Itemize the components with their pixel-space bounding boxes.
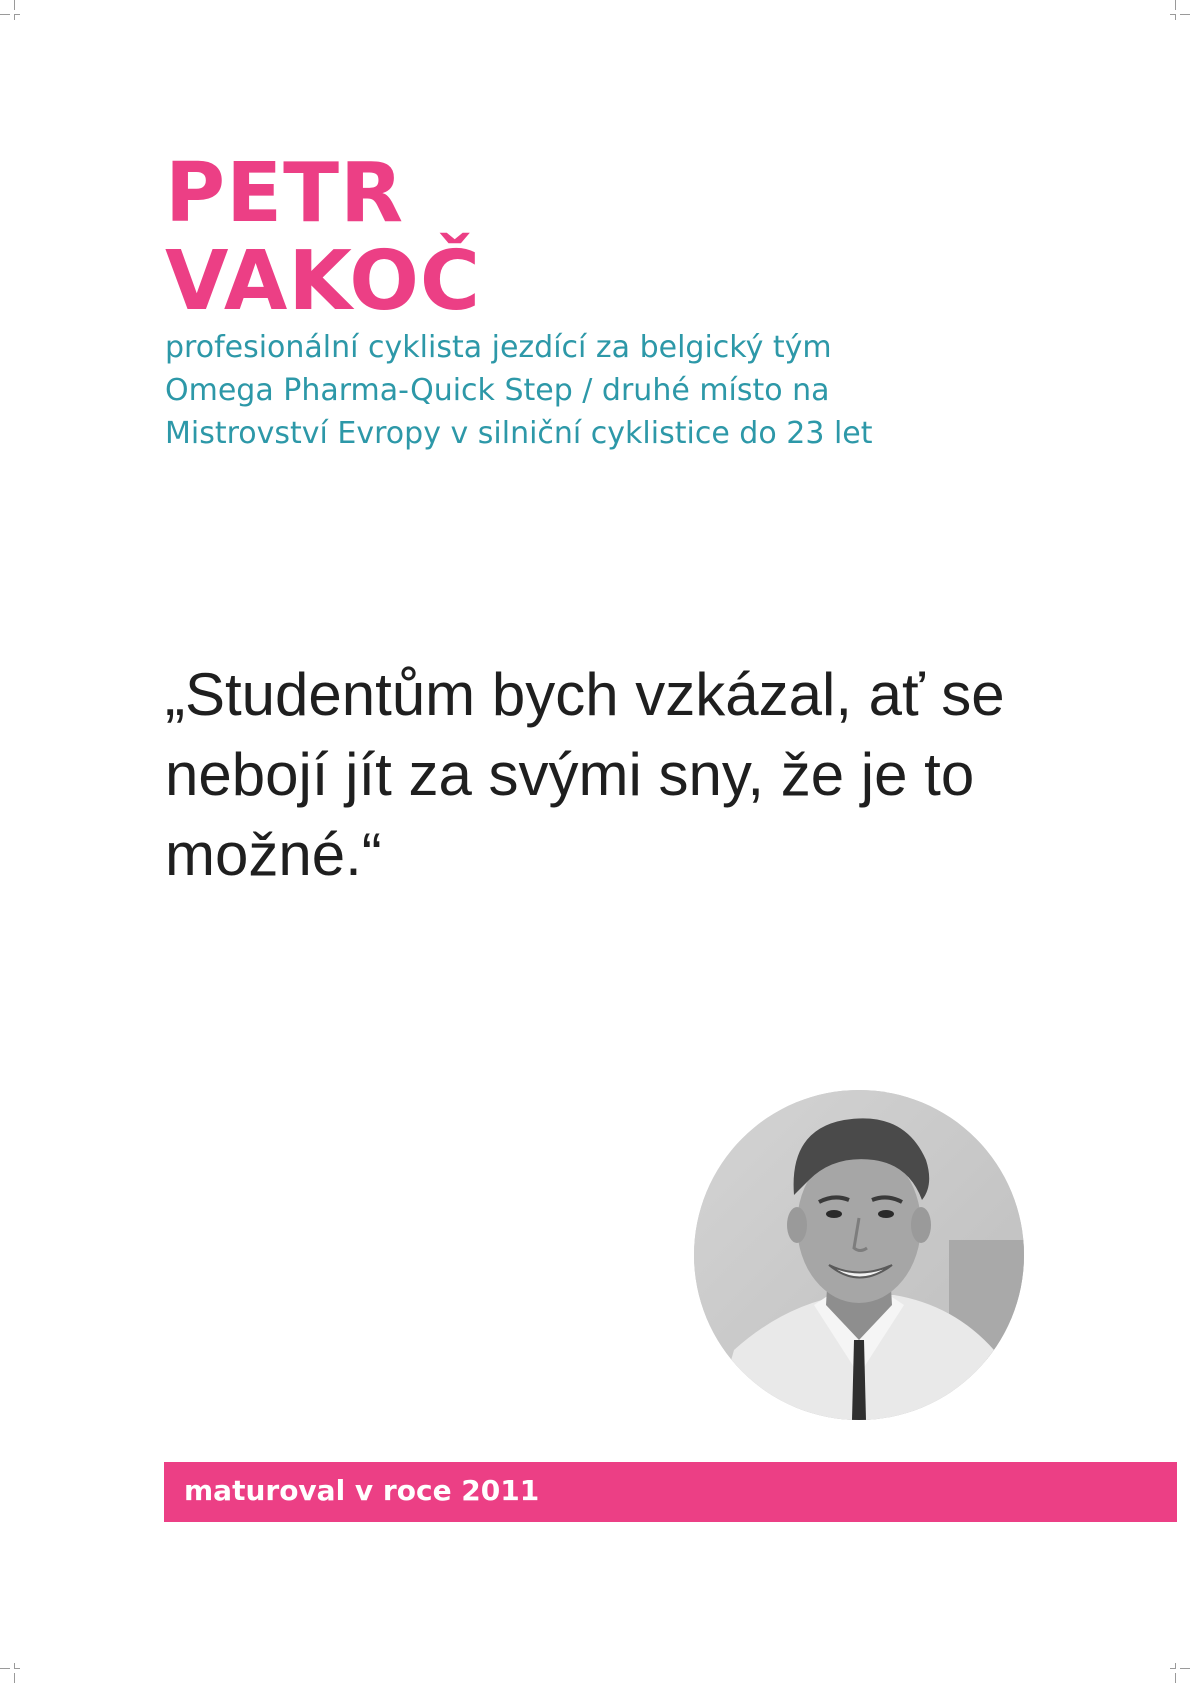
description-line-3: Mistrovství Evropy v silniční cyklistice do 23 let	[165, 416, 873, 451]
quote	[165, 655, 1065, 895]
crop-mark-bottom-right	[1170, 1663, 1190, 1683]
description-line-2: Omega Pharma-Quick Step / druhé místo na	[165, 373, 830, 408]
person-name-last: VAKOČ	[165, 234, 482, 329]
person-name-first: PETR	[165, 146, 405, 241]
crop-mark-top-right	[1170, 0, 1190, 20]
quote-line-1: „Studentům bych vzkázal, ať se	[165, 661, 1005, 728]
graduation-banner	[164, 1462, 1177, 1522]
portrait-illustration	[694, 1090, 1024, 1420]
description-line-1: profesionální cyklista jezdící za belgický tým	[165, 330, 832, 365]
crop-mark-bottom-left	[0, 1663, 20, 1683]
quote-line-2: nebojí jít za svými sny, že je to	[165, 741, 975, 808]
person-name	[165, 146, 482, 329]
crop-mark-top-left	[0, 0, 20, 20]
person-description	[165, 326, 1045, 455]
portrait-photo	[694, 1090, 1024, 1420]
graduation-year-text: maturoval v roce 2011	[184, 1474, 540, 1507]
quote-line-3: možné.“	[165, 821, 382, 888]
